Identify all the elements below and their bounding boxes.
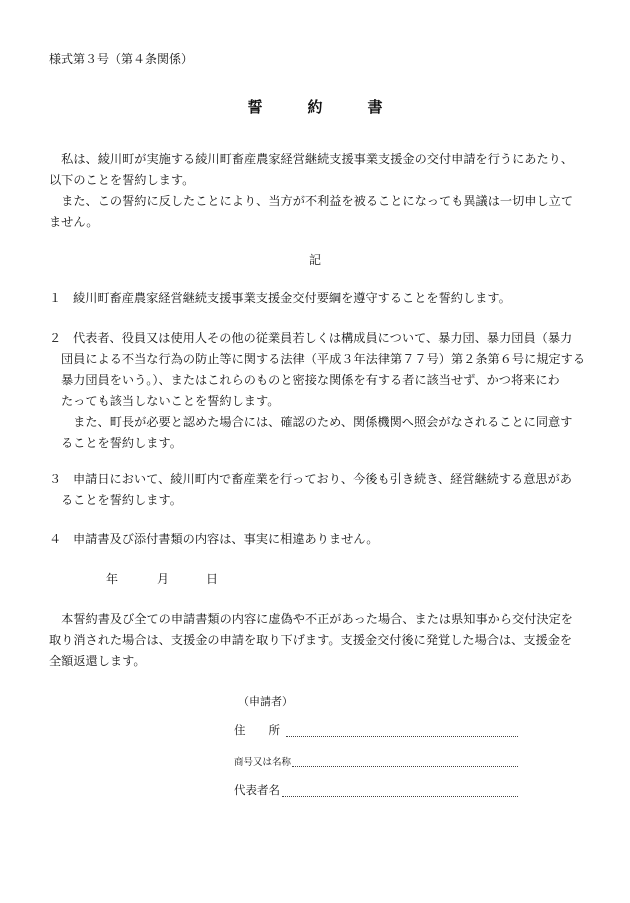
intro-line: 私は、綾川町が実施する綾川町畜産農家経営継続支援事業支援金の交付申請を行うにあたり、: [49, 152, 574, 166]
closing-line: 本誓約書及び全ての申請書類の内容に虚偽や不正があった場合、または県知事から交付決定を: [49, 612, 573, 626]
item-line: 申請日において、綾川町内で畜産業を行っており、今後も引き続き、経営継続する意思があ: [73, 472, 572, 486]
intro-line: また、この誓約に反したことにより、当方が不利益を被ることになっても異議は一切申し立て: [49, 194, 574, 208]
representative-label: 代表者名: [234, 783, 280, 797]
item-number: ２: [49, 331, 62, 345]
closing-line: 取り消された場合は、支援金の申請を取り下げます。支援金交付後に発覚した場合は、支援金を: [49, 633, 573, 647]
date-day: 日: [206, 572, 219, 586]
applicant-heading: （申請者）: [238, 695, 293, 708]
item-line: ることを誓約します。: [61, 436, 182, 450]
address-line: [286, 736, 518, 737]
date-year: 年: [106, 572, 119, 586]
trade-name-line: [292, 766, 518, 767]
item-number: １: [49, 291, 62, 305]
page-title: 誓 約 書: [247, 98, 383, 116]
item-line: 暴力団員をいう。）、またはこれらのものと密接な関係を有する者に該当せず、かつ将来にわ: [61, 373, 560, 387]
date-month: 月: [157, 572, 170, 586]
trade-name-field[interactable]: [234, 752, 518, 770]
intro-line: ません。: [49, 215, 99, 229]
closing-line: 全額返還します。: [49, 654, 146, 668]
form-label: 様式第３号（第４条関係）: [49, 52, 194, 66]
item-line: たっても該当しないことを誓約します。: [61, 394, 280, 408]
item-number: ４: [49, 532, 62, 546]
item-line: 団員による不当な行為の防止等に関する法律（平成３年法律第７７号）第２条第６号に規定する: [61, 352, 586, 366]
ki-heading: 記: [308, 253, 321, 267]
item-number: ３: [49, 472, 62, 486]
item-line: ることを誓約します。: [61, 493, 182, 507]
trade-name-label: 商号又は名称: [234, 757, 292, 768]
item-line: 申請書及び添付書類の内容は、事実に相違ありません。: [73, 532, 379, 546]
item-line: また、町長が必要と認めた場合には、確認のため、関係機関へ照会がなされることに同意す: [61, 415, 573, 429]
address-field[interactable]: [234, 722, 518, 740]
representative-field[interactable]: [234, 782, 518, 800]
item-line: 代表者、役員又は使用人その他の従業員若しくは構成員について、暴力団、暴力団員（暴力: [73, 331, 573, 345]
representative-line: [282, 796, 518, 797]
intro-line: 以下のことを誓約します。: [49, 173, 195, 187]
address-label: 住 所: [234, 723, 280, 737]
item-line: 綾川町畜産農家経営継続支援事業支援金交付要綱を遵守することを誓約します。: [73, 291, 511, 305]
